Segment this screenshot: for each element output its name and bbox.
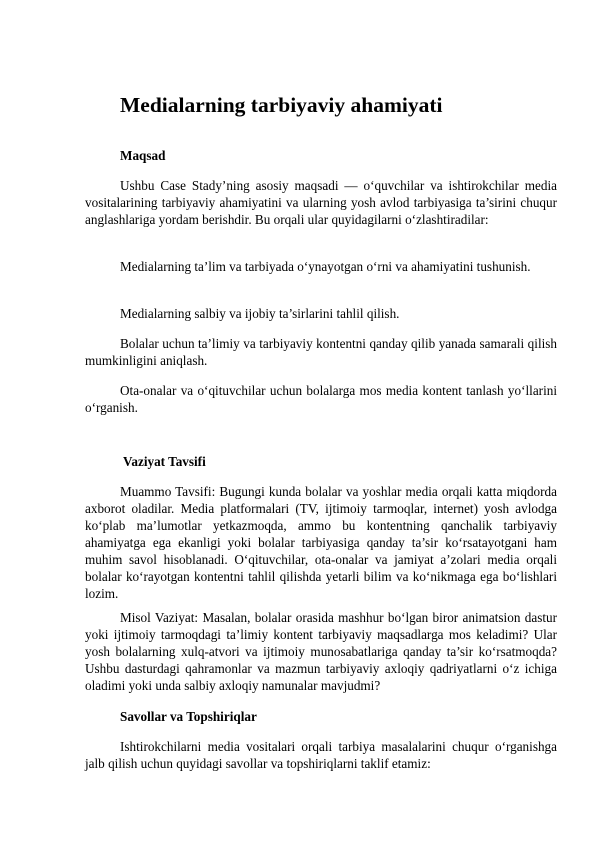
section-heading-savollar: Savollar va Topshiriqlar (120, 709, 257, 724)
maqsad-item: Bolalar uchun ta’limiy va tarbiyaviy kontentni qanday qilib yanada samarali qilish mumkinligini aniqlash. (85, 336, 557, 368)
section-heading-maqsad: Maqsad (120, 148, 166, 163)
savollar-intro-paragraph: Ishtirokchilarni media vositalari orqali tarbiya masalalarini chuqur o‘rganishga jalb qilish uchun quyidagi savollar va topshiriqlarni taklif etamiz: (85, 739, 557, 771)
document-title: Medialarning tarbiyaviy ahamiyati (120, 93, 443, 117)
maqsad-item: Medialarning salbiy va ijobiy ta’sirlarini tahlil qilish. (120, 306, 400, 321)
maqsad-item: Ota-onalar va o‘qituvchilar uchun bolalarga mos media kontent tanlash yo‘llarini o‘rganish. (85, 383, 557, 415)
vaziyat-example-paragraph: Misol Vaziyat: Masalan, bolalar orasida mashhur bo‘lgan biror animatsion dastur yoki ijtimoiy tarmoqdagi ta’limiy kontent tarbiyaviy maqsadlarga mos keladimi? Ular yosh bolalarning xulq-atvori va ijtimoiy munosabatlariga qanday ta’sir ko‘rsatmoqda? Ushbu dasturdagi qahramonlar va mazmun tarbiyaviy axloqiy qadriyatlarni o‘z ichiga oladimi yoki unda salbiy axloqiy namunalar mavjudmi? (85, 610, 557, 693)
vaziyat-problem-paragraph: Muammo Tavsifi: Bugungi kunda bolalar va yoshlar media orqali katta miqdorda axborot oladilar. Media platformalari (TV, ijtimoiy tarmoqlar, internet) yosh avlodga ko‘plab ma’lumotlar yetkazmoqda, ammo bu kontentning qanchalik tarbiyaviy ahamiyatga ega ekanligi yoki bolalar tarbiyasiga qanday ta’sir ko‘rsatayotgani ham muhim savol hisoblanadi. O‘qituvchilar, ota-onalar va jamiyat a’zolari media orqali bolalar ko‘rayotgan kontentni tahlil qilishda yetarli bilim va ko‘nikmaga ega bo‘lishlari lozim. (85, 484, 557, 601)
section-heading-vaziyat: Vaziyat Tavsifi (120, 454, 206, 469)
maqsad-intro-paragraph: Ushbu Case Stady’ning asosiy maqsadi — o‘quvchilar va ishtirokchilar media vositalarining tarbiyaviy ahamiyatini va ularning yosh avlod tarbiyasiga ta’sirini chuqur anglashlariga yordam berishdir. Bu orqali ular quyidagilarni o‘zlashtiradilar: (85, 178, 557, 227)
maqsad-item: Medialarning ta’lim va tarbiyada o‘ynayotgan o‘rni va ahamiyatini tushunish. (120, 259, 531, 274)
